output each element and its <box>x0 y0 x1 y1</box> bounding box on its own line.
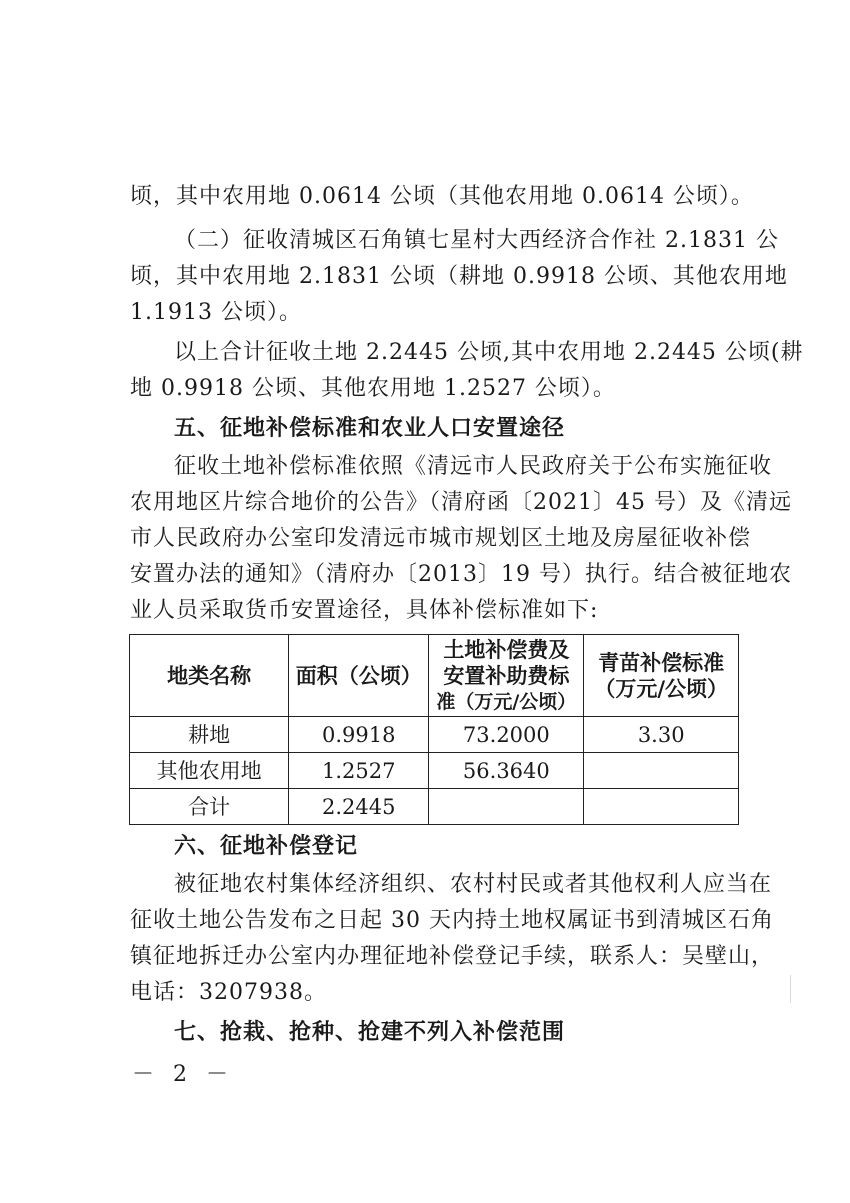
header-land-type: 地类名称 <box>130 635 289 717</box>
paragraph-line: 电话：3207938。 <box>130 980 327 1005</box>
header-compensation <box>429 635 584 717</box>
paragraph-line: 被征地农村集体经济组织、农村村民或者其他权利人应当在 <box>174 872 773 897</box>
paragraph-line: 征收土地补偿标准依照《清远市人民政府关于公布实施征收 <box>174 454 773 479</box>
header-seedling-line: 青苗补偿标准 <box>598 650 725 675</box>
table-header-row <box>130 635 739 717</box>
paragraph-line: 安置办法的通知》（清府办〔2013〕19 号）执行。结合被征地农 <box>130 562 792 587</box>
paragraph-line: 1.1913 公顷）。 <box>130 300 302 325</box>
page-number: － 2 － <box>132 1062 234 1087</box>
header-area: 面积（公顷） <box>289 635 429 717</box>
cell-compensation: 73.2000 <box>429 717 584 753</box>
paragraph-line: 镇征地拆迁办公室内办理征地补偿登记手续，联系人：吴壁山， <box>130 944 775 969</box>
paragraph-line: 征收土地公告发布之日起 30 天内持土地权属证书到清城区石角 <box>130 908 774 933</box>
cell-seedling <box>584 789 739 825</box>
compensation-table <box>129 634 739 825</box>
paragraph-line: （二）征收清城区石角镇七星村大西经济合作社 2.1831 公 <box>174 228 779 253</box>
section-heading-6: 六、征地补偿登记 <box>174 834 359 859</box>
section-heading-7: 七、抢栽、抢种、抢建不列入补偿范围 <box>174 1020 566 1045</box>
cell-area: 0.9918 <box>289 717 429 753</box>
header-compensation-line: 安置补助费标 <box>443 663 570 688</box>
cell-seedling: 3.30 <box>584 717 739 753</box>
cell-land-type: 合计 <box>130 789 289 825</box>
paragraph-line: 顷，其中农用地 2.1831 公顷（耕地 0.9918 公顷、其他农用地 <box>130 264 788 289</box>
paragraph-line: 业人员采取货币安置途径，具体补偿标准如下: <box>130 598 599 623</box>
scan-artifact <box>790 975 791 1003</box>
cell-seedling <box>584 753 739 789</box>
paragraph-line: 顷，其中农用地 0.0614 公顷（其他农用地 0.0614 公顷）。 <box>130 184 754 209</box>
table-row <box>130 717 739 753</box>
table-row <box>130 753 739 789</box>
section-heading-5: 五、征地补偿标准和农业人口安置途径 <box>174 416 566 441</box>
paragraph-line: 地 0.9918 公顷、其他农用地 1.2527 公顷）。 <box>130 376 616 401</box>
cell-area: 1.2527 <box>289 753 429 789</box>
cell-land-type: 耕地 <box>130 717 289 753</box>
paragraph-line: 农用地区片综合地价的公告》（清府函〔2021〕45 号）及《清远 <box>130 490 792 515</box>
cell-area: 2.2445 <box>289 789 429 825</box>
header-seedling-line: （万元/公顷） <box>594 676 729 701</box>
header-compensation-line: 土地补偿费及 <box>443 637 570 662</box>
table-row <box>130 789 739 825</box>
header-compensation-line: 准（万元/公顷） <box>436 690 577 713</box>
cell-compensation: 56.3640 <box>429 753 584 789</box>
header-seedling <box>584 635 739 717</box>
cell-compensation <box>429 789 584 825</box>
paragraph-line: 市人民政府办公室印发清远市城市规划区土地及房屋征收补偿 <box>130 526 752 551</box>
paragraph-line: 以上合计征收土地 2.2445 公顷,其中农用地 2.2445 公顷(耕 <box>174 340 804 365</box>
cell-land-type: 其他农用地 <box>130 753 289 789</box>
